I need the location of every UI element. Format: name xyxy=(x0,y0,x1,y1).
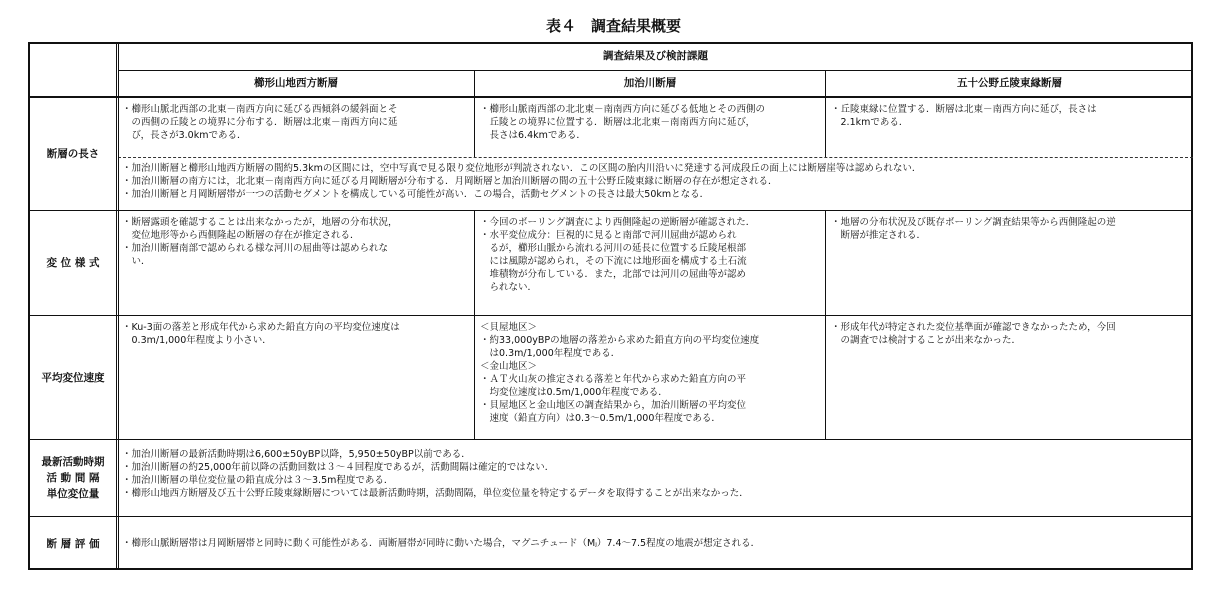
length-col1: ・櫛形山脈北西部の北東－南西方向に延びる西傾斜の緩斜面とそ の西側の丘陵との境界に分布する．断層は北東－南西方向に延 び，長さが3.0kmである． xyxy=(122,104,398,141)
row-divider-2 xyxy=(28,315,1193,316)
label-rate xyxy=(28,316,118,439)
evaluation-text: ・櫛形山脈断層帯は月岡断層帯と同時に動く可能性がある．両断層帯が同時に動いた場合，マグニチュード（Mⱼ）7.4～7.5程度の地震が想定される． xyxy=(122,538,761,549)
displacement-col2: ・今回のボーリング調査により西側隆起の逆断層が確認された． ・水平変位成分：巨視的に見ると南部で河川屈曲が認められ るが，櫛形山脈から流れる河川の延長に位置する丘陵尾根部 には風隙が認められ，その下流には地形面を構成する土石流 堆積物が分布している．また，北部では河川の屈曲等が認め られない． xyxy=(480,217,756,293)
row-divider-1 xyxy=(28,210,1193,211)
rate-col3: ・形成年代が特定された変位基準面が確認できなかったため，今回 の調査では検討することが出来なかった． xyxy=(831,322,1116,346)
label-activity-3: 単位変位量 xyxy=(46,488,100,500)
header-divider-bottom xyxy=(28,96,1193,98)
row-divider-4 xyxy=(28,516,1193,517)
rate-col2: ＜貝屋地区＞ ・約33,000yBPの地層の落差から求めた鉛直方向の平均変位速度 は0.3m/1,000年程度である． ＜金山地区＞ ・ＡＴ火山灰の推定される落差と年代から求めた鉛直方向の平 均変位速度は0.5m/1,000年程度である． ・貝屋地区と金山地区の調査結果から，加治川断層の平均変位 速度（鉛直方向）は0.3～0.5m/1,000年程度である． xyxy=(480,322,760,424)
label-length xyxy=(28,97,118,210)
length-col3: ・丘陵東縁に位置する．断層は北東－南西方向に延び，長さは 2.1kmである． xyxy=(831,104,1097,128)
label-rate-text: 平均変位速度 xyxy=(41,371,105,384)
displacement-col1: ・断層露頭を確認することは出来なかったが，地層の分布状況， 変位地形等から西側隆起の断層の存在が推定される． ・加治川断層南部で認められる様な河川の屈曲等は認められな い． xyxy=(122,217,398,267)
length-common: ・加治川断層と櫛形山地西方断層の間約5.3kmの区間には，空中写真で見る限り変位地形が判読されない．この区間の胎内川沿いに発達する河成段丘の面上には断層崖等は認められない． ・加治川断層の南方には，北北東－南南西方向に延びる月岡断層が分布する．月岡断層と加治川断層の間の五十公野丘陵東縁に断層の存在が想定される． ・加治川断層と月岡断層帯が一つの活動セグメントを構成している可能性が高い．この場合，活動セグメントの長さは最大50kmとなる． xyxy=(122,163,922,200)
row-divider-3 xyxy=(28,439,1193,440)
displacement-col3: ・地層の分布状況及び既存ボーリング調査結果等から西側隆起の逆 断層が推定される． xyxy=(831,217,1116,241)
label-activity-1: 最新活動時期 xyxy=(41,456,105,468)
col-divider-1 xyxy=(474,210,475,439)
activity-text: ・加治川断層の最新活動時期は6,600±50yBP以降，5,950±50yBP以前である． ・加治川断層の約25,000年前以降の活動回数は３～４回程度であるが，活動間隔は確定的ではない． ・加治川断層の単位変位量の鉛直成分は３～3.5m程度である． ・櫛形山地西方断層及び五十公野丘陵東縁断層については最新活動時期，活動間隔，単位変位量を特定するデータを取得することが出来なかった． xyxy=(122,449,749,499)
rate-col1: ・Ku-3面の落差と形成年代から求めた鉛直方向の平均変位速度は 0.3m/1,000年程度より小さい． xyxy=(122,322,400,346)
header-divider-group xyxy=(118,70,1193,71)
label-evaluation-text: 断 層 評 価 xyxy=(46,537,100,550)
header-col1: 櫛形山地西方断層 xyxy=(254,77,338,89)
label-displacement xyxy=(28,211,118,315)
label-displacement-text: 変 位 様 式 xyxy=(46,257,100,269)
header-group: 調査結果及び検討課題 xyxy=(603,50,708,62)
col-divider-2 xyxy=(825,210,826,439)
label-length-text: 断層の長さ xyxy=(46,147,100,160)
length-col2: ・櫛形山脈南西部の北北東－南南西方向に延びる低地とその西側の 丘陵との境界に位置する．断層は北北東－南南西方向に延び， 長さは6.4kmである． xyxy=(480,104,766,141)
label-evaluation xyxy=(28,517,118,570)
header-col3: 五十公野丘陵東縁断層 xyxy=(957,77,1062,89)
table-title: 表４ 調査結果概要 xyxy=(545,17,681,35)
length-common-divider xyxy=(118,157,1193,158)
label-activity xyxy=(28,440,118,516)
label-activity-2: 活 動 間 隔 xyxy=(46,472,100,484)
header-col2: 加治川断層 xyxy=(623,77,677,89)
